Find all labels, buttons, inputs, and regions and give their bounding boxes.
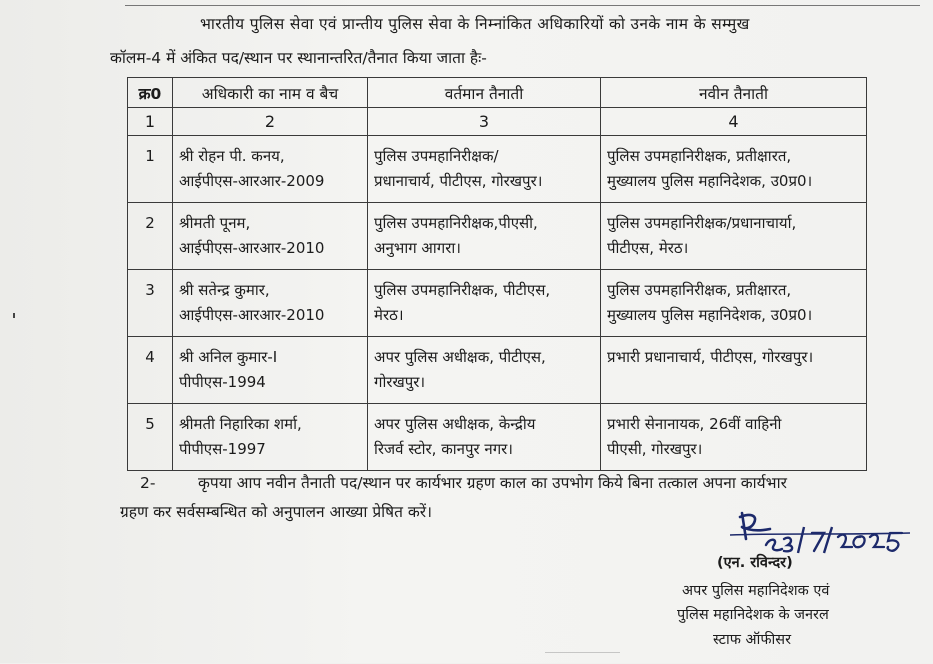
table-header-row bbox=[128, 78, 867, 108]
signatory-title-line-3: स्टाफ ऑफीसर bbox=[713, 632, 791, 648]
batch-line: पीपीएस-1994 bbox=[179, 373, 266, 391]
current-line: रिजर्व स्टोर, कानपुर नगर। bbox=[374, 440, 513, 458]
transfer-table bbox=[127, 77, 867, 471]
current-line: मेरठ। bbox=[374, 306, 404, 324]
batch-line: पीपीएस-1997 bbox=[179, 440, 266, 458]
name-line: श्रीमती निहारिका शर्मा, bbox=[179, 415, 302, 433]
table-row bbox=[128, 404, 867, 471]
current-line: अनुभाग आगरा। bbox=[374, 239, 461, 257]
new-posting-cell bbox=[601, 136, 867, 203]
column-number: 2 bbox=[173, 108, 368, 136]
column-number: 1 bbox=[128, 108, 173, 136]
new-posting-cell bbox=[601, 270, 867, 337]
new-line: पुलिस उपमहानिरीक्षक/प्रधानाचार्या, bbox=[607, 214, 797, 232]
signatory-title-line-2: पुलिस महानिदेशक के जनरल bbox=[677, 607, 829, 623]
column-number: 3 bbox=[368, 108, 601, 136]
serial-cell: 1 bbox=[128, 136, 173, 203]
header-serial: क्र0 bbox=[128, 78, 173, 108]
scan-speck bbox=[13, 313, 15, 318]
current-line: अपर पुलिस अधीक्षक, पीटीएस, bbox=[374, 348, 546, 366]
paragraph-2-text: कृपया आप नवीन तैनाती पद/स्थान पर कार्यभार ग्रहण काल का उपभोग किये बिना तत्काल अपना कार्यभार bbox=[198, 474, 787, 492]
current-posting-cell bbox=[368, 404, 601, 471]
new-line: पीएसी, गोरखपुर। bbox=[607, 440, 703, 458]
table-row bbox=[128, 136, 867, 203]
batch-line: आईपीएस-आरआर-2010 bbox=[179, 306, 325, 324]
new-line: प्रभारी प्रधानाचार्य, पीटीएस, गोरखपुर। bbox=[607, 348, 814, 366]
table-row bbox=[128, 337, 867, 404]
new-line: प्रभारी सेनानायक, 26वीं वाहिनी bbox=[607, 415, 782, 433]
name-cell bbox=[173, 203, 368, 270]
serial-cell: 5 bbox=[128, 404, 173, 471]
serial-cell: 2 bbox=[128, 203, 173, 270]
batch-line: आईपीएस-आरआर-2009 bbox=[179, 172, 325, 190]
current-line: पुलिस उपमहानिरीक्षक/ bbox=[374, 147, 499, 165]
top-border-line bbox=[125, 0, 920, 6]
new-posting-cell bbox=[601, 337, 867, 404]
intro-line-1: भारतीय पुलिस सेवा एवं प्रान्तीय पुलिस सेवा के निम्नांकित अधिकारियों को उनके नाम के सम्मुख bbox=[200, 15, 750, 33]
current-line: पुलिस उपमहानिरीक्षक,पीएसी, bbox=[374, 214, 538, 232]
paragraph-2-line-1 bbox=[140, 473, 787, 493]
name-line: श्रीमती पूनम, bbox=[179, 214, 251, 232]
current-line: अपर पुलिस अधीक्षक, केन्द्रीय bbox=[374, 415, 536, 433]
name-cell bbox=[173, 136, 368, 203]
current-posting-cell bbox=[368, 337, 601, 404]
paragraph-number: 2- bbox=[140, 474, 156, 492]
name-line: श्री रोहन पी. कनय, bbox=[179, 147, 285, 165]
header-officer-name: अधिकारी का नाम व बैच bbox=[173, 78, 368, 108]
paragraph-2-line-2: ग्रहण कर सर्वसम्बन्धित को अनुपालन आख्या प्रेषित करें। bbox=[120, 503, 433, 521]
name-cell bbox=[173, 337, 368, 404]
current-line: प्रधानाचार्य, पीटीएस, गोरखपुर। bbox=[374, 172, 543, 190]
cropped-text-fragment bbox=[545, 652, 620, 664]
new-line: पुलिस उपमहानिरीक्षक, प्रतीक्षारत, bbox=[607, 281, 792, 299]
serial-cell: 4 bbox=[128, 337, 173, 404]
table-row bbox=[128, 270, 867, 337]
header-current-posting: वर्तमान तैनाती bbox=[368, 78, 601, 108]
header-new-posting: नवीन तैनाती bbox=[601, 78, 867, 108]
current-line: पुलिस उपमहानिरीक्षक, पीटीएस, bbox=[374, 281, 551, 299]
new-line: पीटीएस, मेरठ। bbox=[607, 239, 689, 257]
current-posting-cell bbox=[368, 136, 601, 203]
serial-cell: 3 bbox=[128, 270, 173, 337]
new-line: मुख्यालय पुलिस महानिदेशक, उ0प्र0। bbox=[607, 172, 813, 190]
column-number-row bbox=[128, 108, 867, 136]
handwritten-signature bbox=[720, 505, 920, 555]
name-line: श्री अनिल कुमार-I bbox=[179, 348, 278, 366]
new-posting-cell bbox=[601, 404, 867, 471]
current-line: गोरखपुर। bbox=[374, 373, 426, 391]
table-row bbox=[128, 203, 867, 270]
current-posting-cell bbox=[368, 203, 601, 270]
new-line: मुख्यालय पुलिस महानिदेशक, उ0प्र0। bbox=[607, 306, 813, 324]
new-posting-cell bbox=[601, 203, 867, 270]
name-line: श्री सतेन्द्र कुमार, bbox=[179, 281, 270, 299]
current-posting-cell bbox=[368, 270, 601, 337]
column-number: 4 bbox=[601, 108, 867, 136]
intro-line-2: कॉलम-4 में अंकित पद/स्थान पर स्थानान्तरित/तैनात किया जाता हैः- bbox=[110, 49, 487, 67]
name-cell bbox=[173, 270, 368, 337]
signatory-name: (एन. रविन्दर) bbox=[717, 555, 793, 571]
batch-line: आईपीएस-आरआर-2010 bbox=[179, 239, 325, 257]
name-cell bbox=[173, 404, 368, 471]
signatory-title-line-1: अपर पुलिस महानिदेशक एवं bbox=[682, 583, 830, 599]
new-line: पुलिस उपमहानिरीक्षक, प्रतीक्षारत, bbox=[607, 147, 792, 165]
